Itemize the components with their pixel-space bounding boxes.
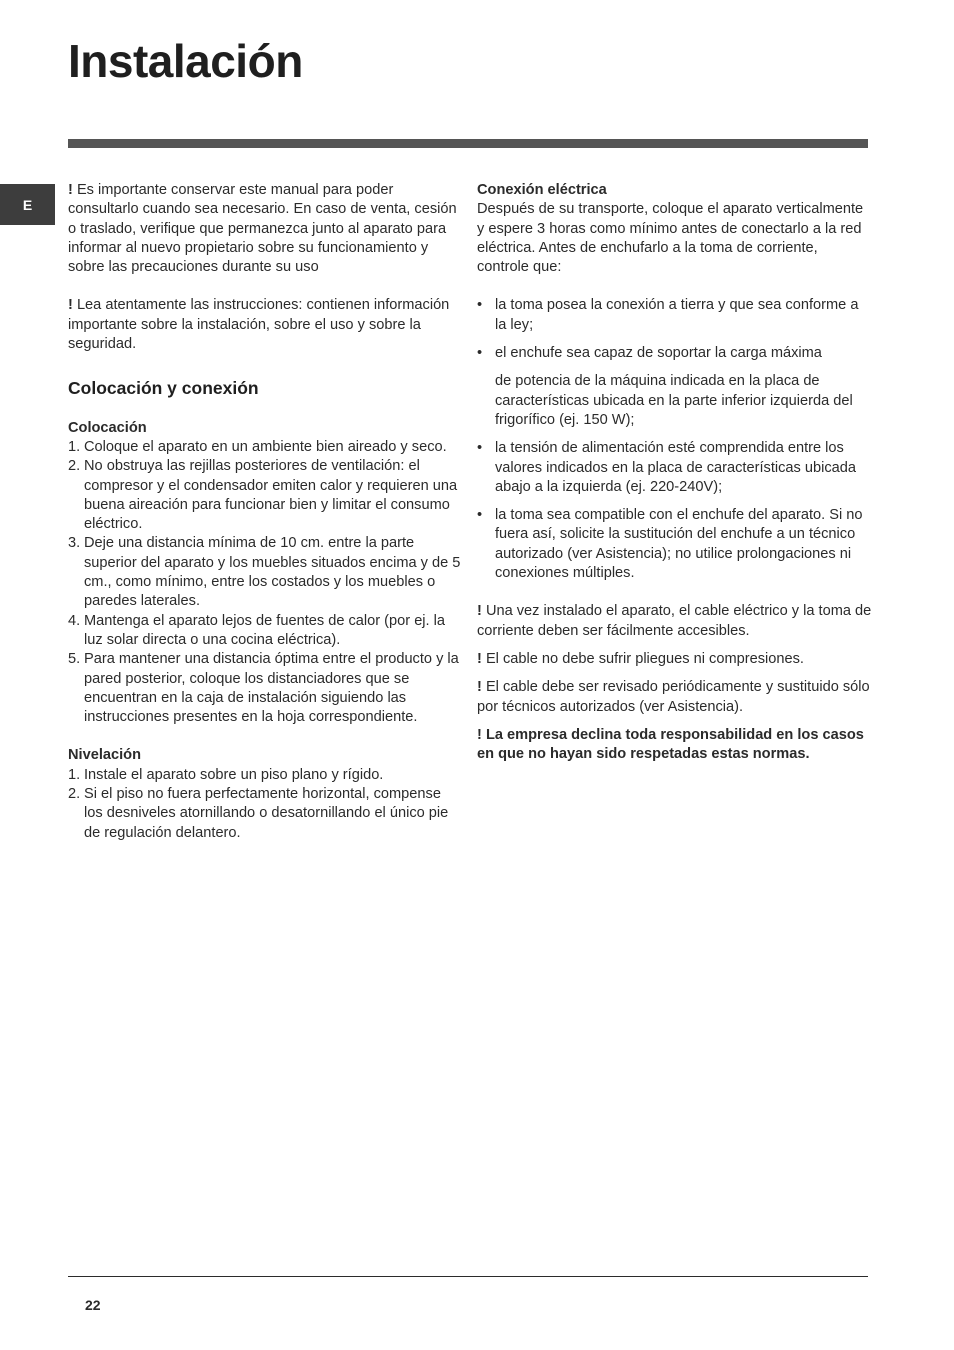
- language-tab: E: [0, 184, 55, 225]
- page-number: 22: [85, 1297, 101, 1313]
- conexion-heading: Conexión eléctrica: [477, 182, 607, 198]
- conexion-note-1: ! Una vez instalado el aparato, el cable eléctrico y la toma de corriente deben ser fácilmente accesibles.: [477, 603, 872, 639]
- nivelacion-heading: Nivelación: [68, 747, 141, 764]
- list-item: 5. Para mantener una distancia óptima entre el producto y la pared posterior, coloque los distanciadores que se encuentran en la caja de instalación siguiendo las instrucciones presentes en la hoja correspondiente.: [68, 651, 459, 726]
- bullet-continuation: de potencia de la máquina indicada en la placa de características ubicada en la parte inferior izquierda del frigorífico (ej. 150 W);: [495, 373, 853, 428]
- bullet-icon: •: [477, 440, 483, 457]
- conexion-bullets: [477, 296, 872, 363]
- warning-icon: !: [477, 603, 482, 620]
- list-item: • la toma posea la conexión a tierra y que sea conforme a la ley;: [477, 297, 859, 333]
- list-item: 1. Coloque el aparato en un ambiente bien aireado y seco.: [68, 438, 447, 455]
- page-title: Instalación: [68, 35, 303, 87]
- conexion-intro: Después de su transporte, coloque el aparato verticalmente y espere 3 horas como mínimo antes de conectarlo a la red eléctrica. Antes de enchufarlo a la toma de corriente, controle que:: [477, 201, 864, 276]
- list-item: • el enchufe sea capaz de soportar la carga máxima: [477, 344, 872, 363]
- intro-note-2: ! Lea atentamente las instrucciones: contienen información importante sobre la instalación, sobre el uso y sobre la seguridad.: [68, 297, 450, 353]
- warning-icon: !: [68, 182, 73, 198]
- warning-icon: !: [477, 726, 482, 743]
- list-item: 2. No obstruya las rejillas posteriores de ventilación: el compresor y el condensador emiten calor y requieren una buena aireación para funcionar bien y limitar el consumo eléctrico.: [68, 458, 458, 533]
- bullet-icon: •: [477, 297, 483, 314]
- conexion-note-3: ! El cable debe ser revisado periódicamente y sustituido sólo por técnicos autorizados (ver Asistencia).: [477, 679, 870, 715]
- nivelacion-list: [68, 766, 463, 843]
- left-column: [68, 181, 463, 843]
- colocacion-list: [68, 438, 463, 727]
- header-bar: [68, 139, 868, 148]
- colocacion-heading: Colocación: [68, 419, 147, 436]
- list-item: • la tensión de alimentación esté comprendida entre los valores indicados en la placa de características ubicada abajo a la izquierda (ej. 220-240V);: [477, 440, 856, 495]
- list-item: 3. Deje una distancia mínima de 10 cm. entre la parte superior del aparato y los muebles situados encima y de 5 cm., como mínimo, entre los costados y los muebles o paredes laterales.: [68, 535, 461, 610]
- disclaimer-note: ! La empresa declina toda responsabilidad en los casos en que no hayan sido respetadas estas normas.: [477, 726, 864, 763]
- bullet-icon: •: [477, 345, 483, 362]
- list-item: 4. Mantenga el aparato lejos de fuentes de calor (por ej. la luz solar directa o una cocina eléctrica).: [68, 612, 446, 648]
- intro-note-1: ! Es importante conservar este manual para poder consultarlo cuando sea necesario. En caso de venta, cesión o traslado, verifique que permanezca junto al aparato para informar al nuevo propietario sobre su funcionamiento y sobre las precauciones durante su uso: [68, 182, 457, 276]
- list-item: 1. Instale el aparato sobre un piso plano y rígido.: [68, 766, 384, 783]
- bullet-icon: •: [477, 507, 483, 524]
- warning-icon: !: [477, 650, 482, 667]
- list-item: 2. Si el piso no fuera perfectamente horizontal, compense los desniveles atornillando o desatornillando el único pie de regulación delantero.: [68, 786, 449, 841]
- list-item: • la toma sea compatible con el enchufe del aparato. Si no fuera así, solicite la sustitución del enchufe a un técnico autorizado (ver Asistencia); no utilice prolongaciones ni conexiones múltiples.: [477, 507, 863, 582]
- footer-rule: [68, 1276, 868, 1277]
- conexion-note-2: ! El cable no debe sufrir pliegues ni compresiones.: [477, 650, 804, 667]
- right-column: [477, 181, 872, 764]
- warning-icon: !: [68, 297, 73, 314]
- conexion-bullets-2: [477, 439, 872, 583]
- section-title: Colocación y conexión: [68, 378, 259, 399]
- warning-icon: !: [477, 679, 482, 696]
